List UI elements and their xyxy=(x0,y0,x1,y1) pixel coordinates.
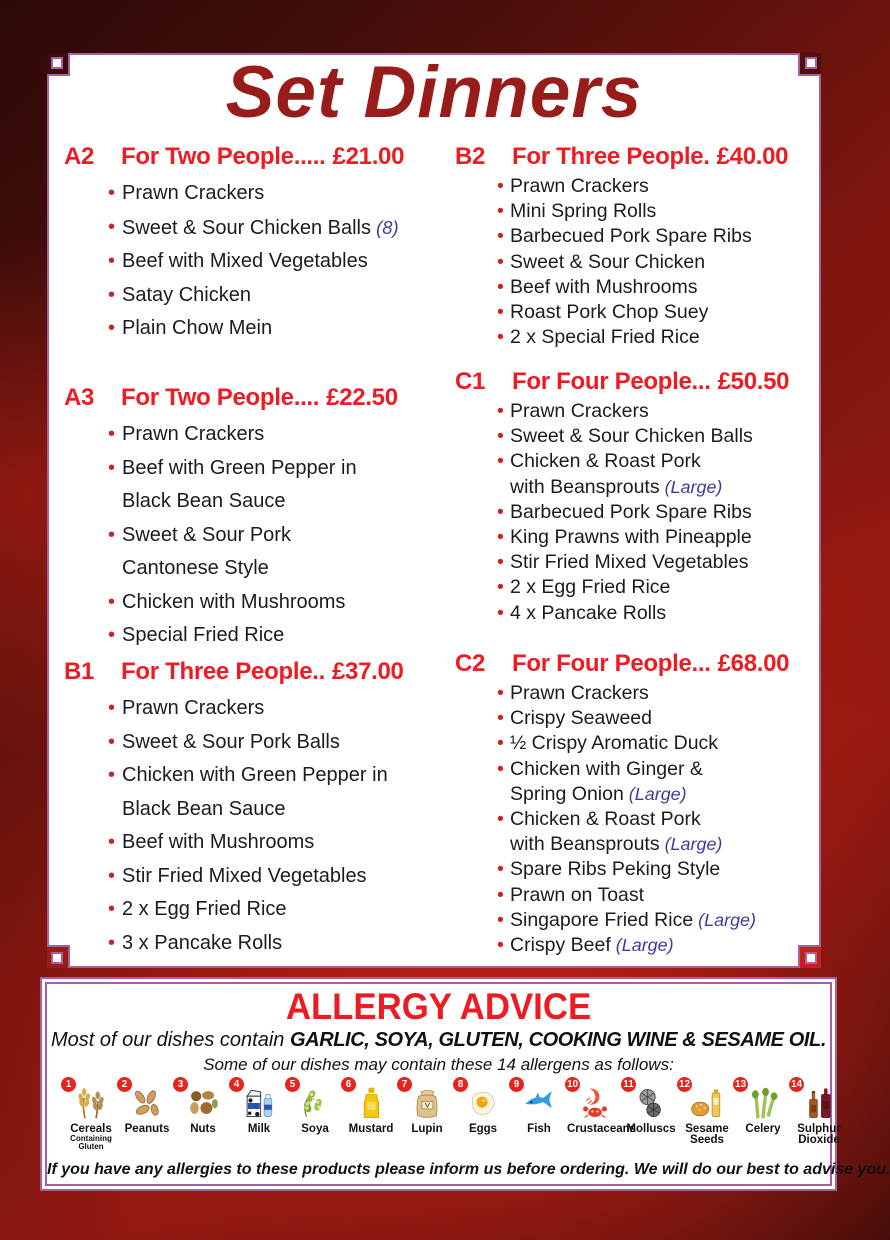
allergen-number-badge: 1 xyxy=(61,1077,76,1092)
menu-item-text: Chicken & Roast Pork xyxy=(510,450,701,473)
menu-item xyxy=(108,312,446,346)
menu-item xyxy=(497,757,815,807)
section-price: £50.50 xyxy=(717,368,790,395)
section-items xyxy=(455,174,815,350)
menu-item xyxy=(108,826,446,860)
menu-item xyxy=(497,500,815,525)
section-price: £21.00 xyxy=(332,143,405,170)
section-price: £40.00 xyxy=(716,143,789,170)
allergen-item xyxy=(231,1080,287,1156)
menu-item-text: Sweet & Sour Pork Balls xyxy=(122,730,340,753)
menu-item xyxy=(497,706,815,731)
allergen-label: Celery xyxy=(745,1123,781,1135)
menu-item-text: Prawn Crackers xyxy=(510,400,649,422)
allergen-item xyxy=(791,1080,847,1156)
section-items xyxy=(64,418,446,653)
menu-item xyxy=(108,893,446,927)
menu-item-text: Sweet & Sour Pork xyxy=(122,523,291,546)
menu-item xyxy=(497,550,815,575)
menu-item-text: Sweet & Sour Chicken xyxy=(510,250,706,273)
allergen-label: Cereals xyxy=(70,1123,112,1135)
section-heading xyxy=(455,650,815,678)
menu-item-text-line2: Black Bean Sauce xyxy=(122,797,286,820)
menu-item-text: Barbecued Pork Spare Ribs xyxy=(510,225,752,248)
menu-item-text: Special Fried Rice xyxy=(122,624,285,646)
section-items xyxy=(455,399,815,626)
menu-item-text: Singapore Fried Rice xyxy=(510,908,694,931)
allergen-item xyxy=(175,1080,231,1156)
menu-item xyxy=(497,224,815,249)
allergen-label: Nuts xyxy=(190,1123,216,1135)
allergen-number-badge: 12 xyxy=(678,1079,691,1090)
menu-item xyxy=(108,619,446,653)
allergen-label: Milk xyxy=(247,1123,271,1135)
menu-item-text: Prawn Crackers xyxy=(122,697,265,719)
menu-item-text: Stir Fried Mixed Vegetables xyxy=(122,864,367,887)
menu-item xyxy=(497,681,815,706)
portion-note: (Large) xyxy=(659,476,723,497)
allergen-item xyxy=(119,1080,175,1156)
menu-item-text: Prawn Crackers xyxy=(122,423,265,445)
allergen-label: Lupin xyxy=(411,1123,443,1135)
menu-item-text: ½ Crispy Aromatic Duck xyxy=(510,732,719,755)
menu-item-text: 2 x Special Fried Rice xyxy=(510,326,700,349)
portion-note: (8) xyxy=(371,216,399,238)
menu-item-text: Mini Spring Rolls xyxy=(510,200,657,223)
set-dinner-section-a2 xyxy=(64,143,446,346)
section-heading xyxy=(64,143,446,171)
allergen-number-badge: 8 xyxy=(453,1077,468,1092)
section-title: For Four People... xyxy=(512,650,711,677)
menu-item xyxy=(497,424,815,449)
menu-item-text: Chicken & Roast Pork xyxy=(510,808,701,831)
section-code: B1 xyxy=(64,658,95,685)
menu-item-text-line2: with Beansprouts (Large) xyxy=(510,475,723,498)
allergen-number-badge: 2 xyxy=(117,1077,132,1092)
allergen-label: Crustaceans xyxy=(567,1123,637,1135)
allergen-item xyxy=(455,1080,511,1156)
section-title: For Two People..... xyxy=(121,143,326,170)
allergen-label: Sulphur Dioxide xyxy=(797,1123,841,1146)
menu-item xyxy=(497,731,815,756)
allergen-number-badge: 9 xyxy=(509,1077,524,1092)
menu-item-text: King Prawns with Pineapple xyxy=(510,526,752,549)
section-heading xyxy=(455,368,815,396)
section-heading xyxy=(64,384,446,412)
section-code: A3 xyxy=(64,384,95,411)
menu-item-text: Satay Chicken xyxy=(122,283,251,306)
menu-item-text: Beef with Green Pepper in xyxy=(122,456,357,479)
menu-item xyxy=(497,300,815,325)
allergen-number-badge: 7 xyxy=(397,1077,412,1092)
allergy-advice-title: ALLERGY ADVICE xyxy=(285,986,592,1027)
set-dinner-section-a3 xyxy=(64,384,446,653)
menu-item xyxy=(497,575,815,600)
portion-note: (Large) xyxy=(659,834,723,855)
menu-item-text: Chicken with Green Pepper in xyxy=(122,764,388,786)
allergy-footer-note: If you have any allergies to these products please inform us before ordering. We will do our best to advise you. xyxy=(47,1161,890,1178)
menu-item-text: Prawn Crackers xyxy=(510,682,649,704)
menu-item-text: Beef with Mushrooms xyxy=(510,275,698,298)
allergen-item xyxy=(623,1080,679,1156)
allergy-contains-line xyxy=(47,1029,830,1052)
allergen-label: Eggs xyxy=(468,1123,498,1135)
menu-item xyxy=(108,759,446,826)
allergy-contains-prefix: Most of our dishes contain xyxy=(50,1029,285,1051)
allergen-label: Peanuts xyxy=(124,1123,170,1135)
menu-item xyxy=(108,519,446,586)
menu-item-text: Chicken with Ginger & xyxy=(510,757,703,780)
allergy-contains-list: GARLIC, SOYA, GLUTEN, COOKING WINE & SESAME OIL. xyxy=(290,1029,827,1051)
set-dinner-section-c2 xyxy=(455,650,815,958)
menu-item xyxy=(497,399,815,424)
menu-item xyxy=(497,325,815,350)
menu-item xyxy=(497,174,815,199)
menu-item xyxy=(108,726,446,760)
menu-item-text: Prawn Crackers xyxy=(122,182,265,204)
menu-item xyxy=(497,933,815,958)
menu-item xyxy=(497,857,815,882)
menu-item xyxy=(108,245,446,279)
allergen-item xyxy=(287,1080,343,1156)
allergen-label: Soya xyxy=(301,1123,329,1135)
allergen-number-badge: 5 xyxy=(285,1077,300,1092)
menu-item-text: 2 x Egg Fried Rice xyxy=(122,898,287,920)
allergen-number-badge: 10 xyxy=(566,1079,579,1090)
menu-item-text: 4 x Pancake Rolls xyxy=(510,601,667,624)
menu-item xyxy=(497,807,815,857)
section-code: C2 xyxy=(455,650,486,677)
menu-item-text: Beef with Mixed Vegetables xyxy=(122,250,368,272)
section-title: For Three People. xyxy=(512,143,710,170)
menu-item xyxy=(497,601,815,626)
menu-item xyxy=(108,211,446,246)
section-items xyxy=(64,177,446,346)
set-dinner-section-b1 xyxy=(64,658,446,960)
allergen-number-badge: 13 xyxy=(734,1079,747,1090)
set-dinners-panel xyxy=(47,53,821,968)
section-price: £22.50 xyxy=(326,384,398,411)
menu-item xyxy=(108,692,446,726)
portion-note: (Large) xyxy=(693,909,756,930)
menu-item xyxy=(497,449,815,499)
section-title: For Three People.. xyxy=(121,658,325,685)
allergen-item xyxy=(511,1080,567,1156)
section-items xyxy=(455,681,815,958)
allergen-number-badge: 4 xyxy=(229,1077,244,1092)
menu-item-text: Spare Ribs Peking Style xyxy=(510,858,721,881)
section-code: C1 xyxy=(455,368,486,395)
allergen-item xyxy=(735,1080,791,1156)
section-price: £37.00 xyxy=(331,658,404,685)
menu-item-text: 2 x Egg Fried Rice xyxy=(510,576,671,599)
page-title: Set Dinners xyxy=(225,52,643,133)
menu-item xyxy=(108,177,446,211)
allergen-number-badge: 14 xyxy=(790,1079,803,1090)
menu-item xyxy=(497,199,815,224)
section-code: A2 xyxy=(64,143,95,170)
menu-item xyxy=(497,275,815,300)
set-dinner-section-b2 xyxy=(455,143,815,350)
menu-item-text: Crispy Seaweed xyxy=(510,707,652,730)
section-items xyxy=(64,692,446,960)
menu-item xyxy=(497,525,815,550)
allergy-advice-inner xyxy=(45,982,890,1186)
allergy-advice-panel xyxy=(40,977,890,1191)
menu-item-text: Crispy Beef xyxy=(510,934,611,957)
section-heading xyxy=(455,143,815,171)
allergy-may-contain-line: Some of our dishes may contain these 14 allergens as follows: xyxy=(203,1055,674,1074)
portion-note: (Large) xyxy=(610,935,674,956)
menu-item-text-line2: Spring Onion (Large) xyxy=(510,782,687,805)
menu-item-text: Barbecued Pork Spare Ribs xyxy=(510,500,752,523)
allergen-item xyxy=(679,1080,735,1156)
portion-note: (Large) xyxy=(623,783,687,804)
menu-item xyxy=(497,250,815,275)
menu-item-text: Beef with Mushrooms xyxy=(122,831,315,853)
menu-item-text: Prawn on Toast xyxy=(510,883,645,906)
menu-item-text-line2: Black Bean Sauce xyxy=(122,490,286,512)
menu-item xyxy=(497,908,815,933)
section-title: For Two People.... xyxy=(121,384,320,411)
allergen-item xyxy=(343,1080,399,1156)
menu-item-text: Chicken with Mushrooms xyxy=(122,590,346,613)
set-dinner-section-c1 xyxy=(455,368,815,626)
allergen-item xyxy=(63,1080,119,1156)
allergen-sublabel: Containing Gluten xyxy=(70,1134,112,1151)
menu-item-text: Sweet & Sour Chicken Balls xyxy=(510,425,753,448)
section-code: B2 xyxy=(455,143,486,170)
menu-item-text: Stir Fried Mixed Vegetables xyxy=(510,551,749,574)
menu-item-text: 3 x Pancake Rolls xyxy=(122,931,283,954)
menu-item xyxy=(108,418,446,452)
menu-item-text: Prawn Crackers xyxy=(510,175,649,197)
menu-item xyxy=(497,883,815,908)
corner-square-decoration xyxy=(51,952,63,964)
menu-item-text: Roast Pork Chop Suey xyxy=(510,301,709,324)
menu-item xyxy=(108,279,446,313)
allergen-number-badge: 3 xyxy=(173,1077,188,1092)
allergen-label: Fish xyxy=(527,1123,551,1135)
menu-item-text-line2: Cantonese Style xyxy=(122,557,269,579)
menu-item xyxy=(108,927,446,961)
menu-item xyxy=(108,452,446,519)
section-price: £68.00 xyxy=(717,650,790,677)
section-title: For Four People... xyxy=(512,368,711,395)
allergen-item xyxy=(399,1080,455,1156)
menu-item-text: Plain Chow Mein xyxy=(122,317,273,339)
menu-item-text-line2: with Beansprouts (Large) xyxy=(510,833,723,856)
allergen-number-badge: 11 xyxy=(621,1077,636,1092)
allergen-label: Molluscs xyxy=(626,1123,676,1135)
allergen-label: Mustard xyxy=(348,1123,394,1135)
allergen-row xyxy=(47,1079,841,1156)
menu-item-text: Sweet & Sour Chicken Balls xyxy=(122,216,372,239)
menu-item xyxy=(108,860,446,894)
allergen-number-badge: 6 xyxy=(341,1077,356,1092)
allergen-label: Sesame Seeds xyxy=(685,1123,729,1146)
menu-item xyxy=(108,586,446,620)
section-heading xyxy=(64,658,446,686)
